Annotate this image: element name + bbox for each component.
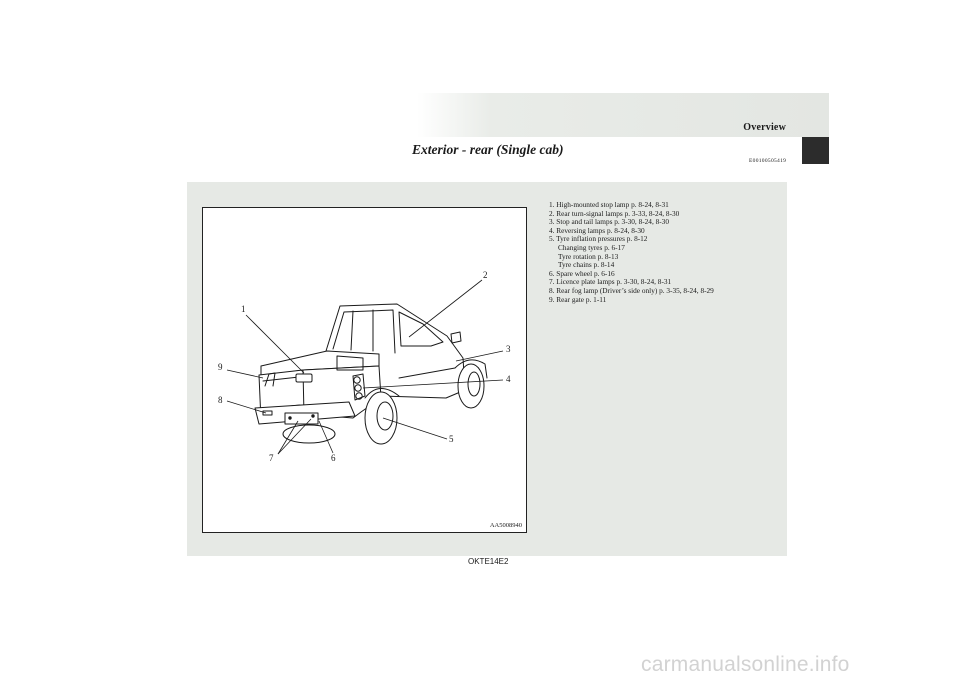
legend-list xyxy=(549,201,781,304)
figure-code: AA5008940 xyxy=(489,522,522,529)
legend-item: 5. Tyre inflation pressures p. 8-12 xyxy=(549,234,648,244)
legend-item: 3. Stop and tail lamps p. 3-30, 8-24, 8-30 xyxy=(549,217,669,227)
legend-item: 7. Licence plate lamps p. 3-30, 8-24, 8-31 xyxy=(549,277,672,287)
callout-2: 2 xyxy=(483,270,488,280)
reference-code: E00100505419 xyxy=(749,158,787,164)
page-code: OKTE14E2 xyxy=(468,557,509,566)
legend-item: 8. Rear fog lamp (Driver’s side only) p. 3-35, 8-24, 8-29 xyxy=(549,285,714,295)
pickup-truck-rear-illustration xyxy=(203,208,526,532)
callout-7: 7 xyxy=(269,453,274,463)
callout-1: 1 xyxy=(241,304,246,314)
figure-box xyxy=(202,207,527,533)
legend-subitem: Tyre chains p. 8-14 xyxy=(558,260,615,270)
legend-item: 9. Rear gate p. 1-11 xyxy=(549,294,607,304)
section-tab-marker xyxy=(802,137,829,164)
legend-subitem: Changing tyres p. 6-17 xyxy=(558,242,625,252)
legend-subitem: Tyre rotation p. 8-13 xyxy=(558,251,619,261)
callout-5: 5 xyxy=(449,434,454,444)
section-label: Overview xyxy=(743,122,786,133)
callout-4: 4 xyxy=(506,374,511,384)
callout-9: 9 xyxy=(218,362,223,372)
legend-item: 4. Reversing lamps p. 8-24, 8-30 xyxy=(549,225,645,235)
page-title: Exterior - rear (Single cab) xyxy=(412,142,564,157)
callout-3: 3 xyxy=(506,344,511,354)
legend-item: 2. Rear turn-signal lamps p. 3-33, 8-24, 8-30 xyxy=(549,208,680,218)
callout-8: 8 xyxy=(218,395,223,405)
legend-item: 6. Spare wheel p. 6-16 xyxy=(549,268,615,278)
watermark-text: carmanualsonline.info xyxy=(641,653,850,676)
callout-6: 6 xyxy=(331,453,336,463)
legend-item: 1. High-mounted stop lamp p. 8-24, 8-31 xyxy=(549,200,669,209)
